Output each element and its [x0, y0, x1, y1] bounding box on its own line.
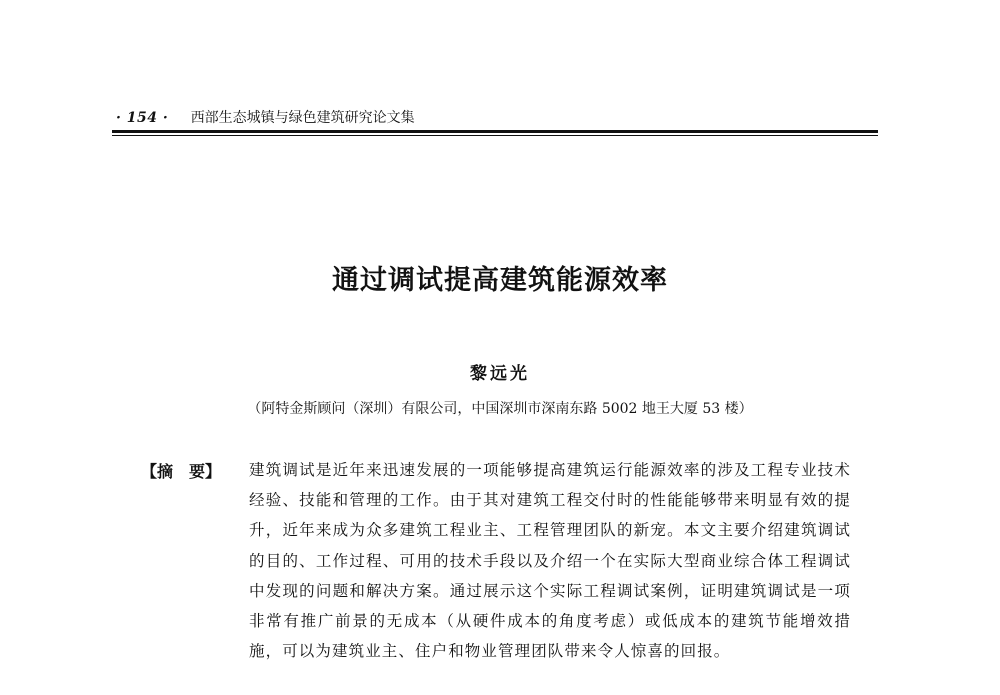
author-name: 黎远光	[470, 364, 530, 384]
author-affiliation: （阿特金斯顾问（深圳）有限公司，中国深圳市深南东路 5002 地王大厦 53 楼）	[247, 401, 753, 417]
article-title: 通过调试提高建筑能源效率	[332, 265, 668, 296]
running-header	[116, 107, 878, 131]
series-title: 西部生态城镇与绿色建筑研究论文集	[190, 110, 415, 126]
abstract-label: 【摘 要】	[141, 462, 222, 481]
page-number: · 154 ·	[116, 110, 169, 126]
header-rule	[112, 130, 878, 133]
abstract-text: 建筑调试是近年来迅速发展的一项能够提高建筑运行能源效率的涉及工程专业技术经验、技能和管理的工作。由于其对建筑工程交付时的性能能够带来明显有效的提升，近年来成为众多建筑工程业主、工程管理团队的新宠。本文主要介绍建筑调试的目的、工作过程、可用的技术手段以及介绍一个在实际大型商业综合体工程调试中发现的问题和解决方案。通过展示这个实际工程调试案例，证明建筑调试是一项非常有推广前景的无成本（从硬件成本的角度考虑）或低成本的建筑节能增效措施，可以为建筑业主、住户和物业管理团队带来令人惊喜的回报。	[249, 461, 851, 661]
header-rule-thin	[112, 135, 878, 136]
